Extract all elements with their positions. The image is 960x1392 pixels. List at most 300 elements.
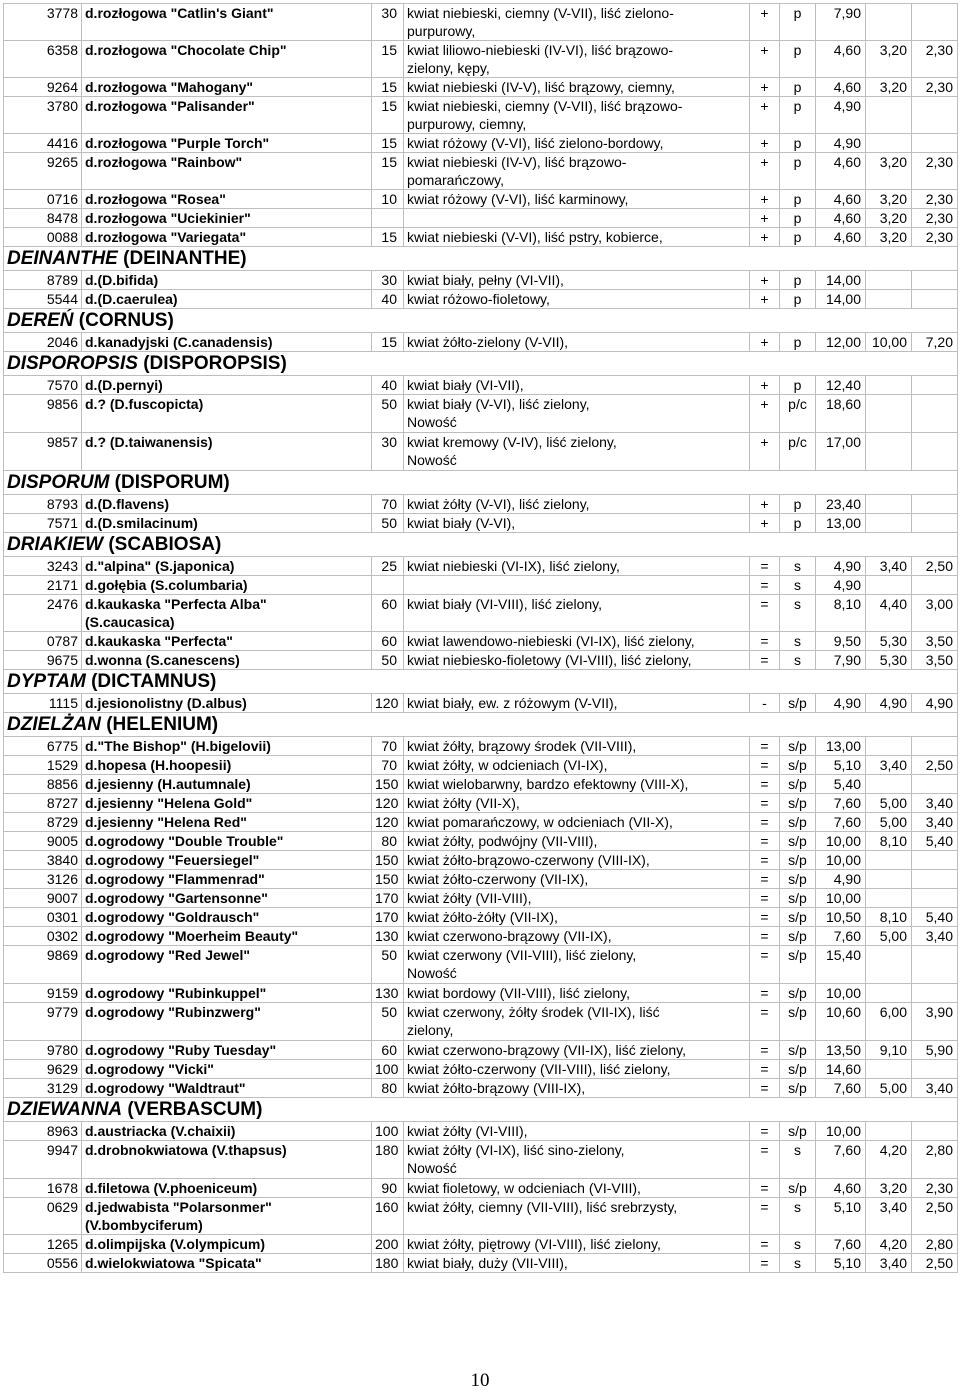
item-height: 70 — [372, 495, 404, 514]
catalog-row — [4, 290, 958, 309]
item-height: 50 — [372, 514, 404, 533]
item-description — [404, 595, 750, 632]
item-price-3: 2,80 — [912, 1141, 958, 1179]
item-variety: "Perfecta Alba" — [164, 596, 267, 612]
catalog-row — [4, 1198, 958, 1235]
item-code: 1265 — [4, 1235, 82, 1254]
item-location: p — [780, 290, 816, 309]
item-height: 30 — [372, 4, 404, 41]
item-symbol: = — [750, 851, 780, 870]
item-description-line: kwiat czerwono-brązowy (VII-IX), liść zielony, — [407, 1042, 687, 1058]
item-description-line: kwiat fioletowy, w odcieniach (VI-VIII), — [407, 1180, 641, 1196]
item-price-3: 2,30 — [912, 41, 958, 78]
item-variety: "Perfecta" — [164, 633, 233, 649]
item-description — [404, 333, 750, 352]
item-genus-prefix: d.? — [85, 434, 106, 450]
item-height — [372, 576, 404, 595]
item-symbol: + — [750, 4, 780, 41]
item-price-3 — [912, 290, 958, 309]
item-variety: "Waldtraut" — [168, 1080, 246, 1096]
item-description-line: kwiat żółto-czerwony (VII-VIII), liść zielony, — [407, 1061, 671, 1077]
item-variety: "Vicki" — [168, 1061, 214, 1077]
item-price-3: 3,40 — [912, 1079, 958, 1098]
item-name — [82, 576, 372, 595]
item-height: 150 — [372, 851, 404, 870]
item-genus-prefix: d.ogrodowy — [85, 852, 165, 868]
item-price-2 — [866, 851, 912, 870]
item-price-2: 5,00 — [866, 813, 912, 832]
item-symbol: = — [750, 832, 780, 851]
item-price-3 — [912, 4, 958, 41]
item-description-line: kwiat różowy (V-VI), liść karminowy, — [407, 191, 629, 207]
item-price-3: 2,30 — [912, 78, 958, 97]
item-location: s/p — [780, 927, 816, 946]
item-location: p — [780, 97, 816, 134]
item-name — [82, 756, 372, 775]
item-genus-prefix: d.filetowa — [85, 1180, 150, 1196]
item-symbol: = — [750, 595, 780, 632]
item-name — [82, 737, 372, 756]
item-price-3: 3,00 — [912, 595, 958, 632]
item-price-1: 7,60 — [816, 794, 866, 813]
item-price-2: 3,40 — [866, 756, 912, 775]
item-description-line: kwiat czerwono-brązowy (VII-IX), — [407, 928, 612, 944]
item-description-line: kwiat żółto-brązowo-czerwony (VIII-IX), — [407, 852, 650, 868]
item-price-1: 15,40 — [816, 946, 866, 984]
item-genus-prefix: d.ogrodowy — [85, 985, 165, 1001]
catalog-row — [4, 228, 958, 247]
item-price-2: 4,20 — [866, 1235, 912, 1254]
item-description-line-2: zielony, kępy, — [407, 60, 490, 76]
item-price-1: 5,10 — [816, 1198, 866, 1235]
item-genus-prefix: d.ogrodowy — [85, 890, 165, 906]
item-genus-prefix: d. — [85, 496, 98, 512]
item-genus-prefix: d.kaukaska — [85, 596, 161, 612]
item-height: 15 — [372, 97, 404, 134]
item-symbol: + — [750, 228, 780, 247]
item-description — [404, 794, 750, 813]
item-height: 60 — [372, 632, 404, 651]
item-variety: "Polarsonmer" — [172, 1199, 272, 1215]
item-genus-prefix: d. — [85, 229, 98, 245]
item-variety: rozłogowa "Catlin's Giant" — [97, 5, 274, 21]
catalog-row — [4, 1079, 958, 1098]
item-price-2 — [866, 290, 912, 309]
item-price-1: 7,60 — [816, 1079, 866, 1098]
item-location: s/p — [780, 775, 816, 794]
item-name — [82, 632, 372, 651]
item-description-line: kwiat żółty (VI-VIII), — [407, 1123, 528, 1139]
item-description — [404, 1122, 750, 1141]
item-height: 60 — [372, 1041, 404, 1060]
item-description — [404, 576, 750, 595]
item-location: s — [780, 632, 816, 651]
item-price-1: 4,60 — [816, 228, 866, 247]
item-price-1: 4,90 — [816, 134, 866, 153]
catalog-row — [4, 1060, 958, 1079]
item-genus-prefix: d. — [85, 191, 98, 207]
item-height: 70 — [372, 756, 404, 775]
catalog-row — [4, 832, 958, 851]
item-price-2: 3,20 — [866, 153, 912, 190]
item-description-line: kwiat niebieski (V-VI), liść pstry, kobierce, — [407, 229, 663, 245]
item-height: 180 — [372, 1254, 404, 1273]
catalog-row — [4, 737, 958, 756]
item-name — [82, 984, 372, 1003]
item-price-2: 4,90 — [866, 694, 912, 713]
item-height: 10 — [372, 190, 404, 209]
item-name — [82, 78, 372, 97]
item-price-3 — [912, 376, 958, 395]
catalog-row — [4, 908, 958, 927]
item-price-2: 3,20 — [866, 209, 912, 228]
item-height: 50 — [372, 1003, 404, 1041]
item-variety: "The Bishop" (H.bigelovii) — [97, 738, 271, 754]
item-name — [82, 946, 372, 984]
item-code: 0556 — [4, 1254, 82, 1273]
item-price-3 — [912, 97, 958, 134]
item-description — [404, 651, 750, 670]
item-location: s/p — [780, 908, 816, 927]
item-description — [404, 632, 750, 651]
item-price-2: 5,30 — [866, 632, 912, 651]
section-polish-name: DEREŃ — [7, 310, 74, 331]
item-height: 15 — [372, 41, 404, 78]
item-code: 9780 — [4, 1041, 82, 1060]
item-variety: (V.chaixii) — [170, 1123, 236, 1139]
item-genus-prefix: d.ogrodowy — [85, 909, 165, 925]
item-height: 15 — [372, 153, 404, 190]
section-header — [4, 713, 958, 737]
item-price-3: 7,20 — [912, 333, 958, 352]
item-symbol: = — [750, 557, 780, 576]
item-name — [82, 228, 372, 247]
item-symbol: = — [750, 1179, 780, 1198]
item-description-line: kwiat żółty, brązowy środek (VII-VIII), — [407, 738, 637, 754]
item-price-3: 2,30 — [912, 209, 958, 228]
item-price-3: 2,50 — [912, 756, 958, 775]
item-description-line: kwiat biały, pełny (VI-VII), — [407, 272, 564, 288]
item-name — [82, 794, 372, 813]
item-symbol: = — [750, 1254, 780, 1273]
item-height: 120 — [372, 813, 404, 832]
item-description — [404, 153, 750, 190]
item-price-2 — [866, 97, 912, 134]
item-price-2 — [866, 984, 912, 1003]
item-price-2 — [866, 1122, 912, 1141]
item-code: 0301 — [4, 908, 82, 927]
item-description-line: kwiat niebieski (IV-V), liść brązowy, ciemny, — [407, 79, 675, 95]
item-code: 7570 — [4, 376, 82, 395]
item-name — [82, 1141, 372, 1179]
item-description-line: kwiat czerwony (VII-VIII), liść zielony, — [407, 947, 637, 963]
item-description — [404, 1179, 750, 1198]
item-height: 130 — [372, 927, 404, 946]
item-location: s — [780, 1254, 816, 1273]
catalog-row — [4, 557, 958, 576]
item-location: s/p — [780, 1060, 816, 1079]
item-symbol: = — [750, 737, 780, 756]
item-variety: (D.fuscopicta) — [109, 396, 204, 412]
item-height: 130 — [372, 984, 404, 1003]
item-variety: (S.canescens) — [145, 652, 240, 668]
item-price-1: 17,00 — [816, 433, 866, 471]
item-name — [82, 376, 372, 395]
item-price-2: 5,00 — [866, 794, 912, 813]
item-height: 40 — [372, 290, 404, 309]
item-price-3: 3,50 — [912, 651, 958, 670]
item-price-2: 3,20 — [866, 190, 912, 209]
item-price-3: 2,30 — [912, 1179, 958, 1198]
item-name — [82, 908, 372, 927]
item-variety: (D.taiwanensis) — [109, 434, 213, 450]
item-price-1: 7,60 — [816, 1141, 866, 1179]
item-price-2 — [866, 889, 912, 908]
catalog-row — [4, 78, 958, 97]
item-price-3 — [912, 946, 958, 984]
section-header — [4, 247, 958, 271]
item-symbol: + — [750, 41, 780, 78]
item-description-line: kwiat niebiesko-fioletowy (VI-VIII), liść zielony, — [407, 652, 692, 668]
item-code: 3243 — [4, 557, 82, 576]
item-location: s — [780, 1198, 816, 1235]
item-symbol: = — [750, 576, 780, 595]
item-code: 4416 — [4, 134, 82, 153]
catalog-row — [4, 153, 958, 190]
item-price-1: 12,00 — [816, 333, 866, 352]
item-description — [404, 190, 750, 209]
item-code: 8478 — [4, 209, 82, 228]
item-price-1: 7,90 — [816, 651, 866, 670]
item-description-line: kwiat niebieski, ciemny (V-VII), liść zielono- — [407, 5, 674, 21]
item-symbol: = — [750, 1079, 780, 1098]
section-latin-name: (SCABIOSA) — [103, 534, 222, 555]
item-height: 50 — [372, 946, 404, 984]
item-description-line: kwiat biały (V-VI), — [407, 515, 516, 531]
item-genus-prefix: d. — [85, 135, 98, 151]
item-name — [82, 4, 372, 41]
section-header — [4, 670, 958, 694]
item-description-line-2: Nowość — [407, 452, 457, 468]
item-code: 9005 — [4, 832, 82, 851]
item-code: 9265 — [4, 153, 82, 190]
item-height: 180 — [372, 1141, 404, 1179]
item-name — [82, 514, 372, 533]
catalog-row — [4, 514, 958, 533]
item-price-1: 10,00 — [816, 889, 866, 908]
item-price-1: 10,00 — [816, 984, 866, 1003]
item-price-2: 6,00 — [866, 1003, 912, 1041]
item-description — [404, 4, 750, 41]
item-price-2 — [866, 495, 912, 514]
item-genus-prefix: d.wielokwiatowa — [85, 1255, 195, 1271]
item-price-2 — [866, 514, 912, 533]
item-symbol: + — [750, 495, 780, 514]
item-price-3 — [912, 889, 958, 908]
item-price-1: 4,90 — [816, 694, 866, 713]
item-variety: (V.thapsus) — [211, 1142, 287, 1158]
item-price-1: 14,60 — [816, 1060, 866, 1079]
item-price-3 — [912, 1122, 958, 1141]
item-price-3: 5,40 — [912, 832, 958, 851]
item-height: 70 — [372, 737, 404, 756]
item-genus-prefix: d.ogrodowy — [85, 928, 165, 944]
item-price-2: 3,40 — [866, 557, 912, 576]
section-title — [4, 1098, 958, 1122]
item-price-1: 23,40 — [816, 495, 866, 514]
section-title — [4, 533, 958, 557]
section-latin-name: (DICTAMNUS) — [85, 671, 217, 692]
item-description — [404, 395, 750, 433]
item-code: 7571 — [4, 514, 82, 533]
item-description — [404, 756, 750, 775]
item-genus-prefix: d. — [85, 5, 98, 21]
item-symbol: + — [750, 190, 780, 209]
item-variety: "Helena Red" — [157, 814, 247, 830]
item-price-2 — [866, 737, 912, 756]
item-description-line-2: Nowość — [407, 965, 457, 981]
catalog-row — [4, 433, 958, 471]
item-name — [82, 1079, 372, 1098]
item-variety: "Moerheim Beauty" — [168, 928, 299, 944]
item-description — [404, 433, 750, 471]
catalog-row — [4, 984, 958, 1003]
item-code: 9857 — [4, 433, 82, 471]
catalog-row — [4, 376, 958, 395]
item-code: 0716 — [4, 190, 82, 209]
item-symbol: = — [750, 927, 780, 946]
catalog-row — [4, 775, 958, 794]
item-description-line: kwiat bordowy (VII-VIII), liść zielony, — [407, 985, 631, 1001]
item-description — [404, 694, 750, 713]
item-name — [82, 209, 372, 228]
item-name — [82, 775, 372, 794]
item-symbol: = — [750, 946, 780, 984]
item-location: p — [780, 153, 816, 190]
item-description-line: kwiat pomarańczowy, w odcieniach (VII-X), — [407, 814, 673, 830]
item-description-line-2: purpurowy, — [407, 23, 476, 39]
item-code: 6775 — [4, 737, 82, 756]
item-height: 80 — [372, 832, 404, 851]
item-symbol: = — [750, 1141, 780, 1179]
item-description — [404, 41, 750, 78]
item-location: s — [780, 651, 816, 670]
item-price-1: 10,50 — [816, 908, 866, 927]
section-latin-name: (HELENIUM) — [100, 714, 219, 735]
item-name — [82, 1198, 372, 1235]
item-code: 1678 — [4, 1179, 82, 1198]
item-description — [404, 495, 750, 514]
item-location: s/p — [780, 832, 816, 851]
item-price-2 — [866, 775, 912, 794]
item-description — [404, 514, 750, 533]
item-name — [82, 333, 372, 352]
item-price-2 — [866, 433, 912, 471]
item-description-line-2: zielony, — [407, 1022, 454, 1038]
item-price-2 — [866, 271, 912, 290]
item-code: 2171 — [4, 576, 82, 595]
item-location: s/p — [780, 1003, 816, 1041]
item-variety: "Helena Gold" — [157, 795, 253, 811]
item-variety: rozłogowa "Chocolate Chip" — [97, 42, 287, 58]
item-price-2: 5,00 — [866, 927, 912, 946]
item-genus-prefix: d. — [85, 79, 98, 95]
item-code: 6358 — [4, 41, 82, 78]
item-description — [404, 775, 750, 794]
section-title — [4, 247, 958, 271]
item-description — [404, 1254, 750, 1273]
item-height: 30 — [372, 271, 404, 290]
item-code: 8789 — [4, 271, 82, 290]
item-price-1: 8,10 — [816, 595, 866, 632]
item-variety: "Ruby Tuesday" — [168, 1042, 277, 1058]
item-location: s/p — [780, 1041, 816, 1060]
item-price-3: 3,50 — [912, 632, 958, 651]
item-code: 9629 — [4, 1060, 82, 1079]
catalog-row — [4, 851, 958, 870]
item-symbol: = — [750, 775, 780, 794]
item-variety: (H.hoopesii) — [150, 757, 232, 773]
item-genus-prefix: d.jesienny — [85, 814, 154, 830]
catalog-table — [3, 3, 958, 1273]
item-name — [82, 1122, 372, 1141]
item-price-3: 3,40 — [912, 813, 958, 832]
item-price-2 — [866, 1060, 912, 1079]
section-title — [4, 670, 958, 694]
item-code: 9869 — [4, 946, 82, 984]
item-symbol: + — [750, 333, 780, 352]
item-description — [404, 927, 750, 946]
item-code: 3840 — [4, 851, 82, 870]
item-description — [404, 376, 750, 395]
item-genus-prefix: d.ogrodowy — [85, 1042, 165, 1058]
item-code: 1115 — [4, 694, 82, 713]
item-description-line-2: Nowość — [407, 414, 457, 430]
item-name — [82, 1179, 372, 1198]
item-genus-prefix: d. — [85, 272, 98, 288]
item-price-3: 2,80 — [912, 1235, 958, 1254]
item-description-line: kwiat żółty, podwójny (VII-VIII), — [407, 833, 598, 849]
item-price-1: 5,10 — [816, 1254, 866, 1273]
item-description — [404, 1041, 750, 1060]
item-price-1: 18,60 — [816, 395, 866, 433]
item-price-2: 9,10 — [866, 1041, 912, 1060]
item-height: 15 — [372, 333, 404, 352]
item-description-line: kwiat żółty (VII-VIII), — [407, 890, 532, 906]
item-location: s/p — [780, 1122, 816, 1141]
item-description — [404, 889, 750, 908]
item-name — [82, 832, 372, 851]
item-price-1: 5,10 — [816, 756, 866, 775]
item-price-1: 4,90 — [816, 870, 866, 889]
item-price-1: 4,60 — [816, 41, 866, 78]
item-price-1: 9,50 — [816, 632, 866, 651]
item-price-1: 13,50 — [816, 1041, 866, 1060]
item-description — [404, 209, 750, 228]
section-title — [4, 352, 958, 376]
item-symbol: = — [750, 1198, 780, 1235]
item-name — [82, 889, 372, 908]
item-variety: rozłogowa "Rosea" — [97, 191, 226, 207]
item-location: p — [780, 228, 816, 247]
item-height: 100 — [372, 1122, 404, 1141]
item-name — [82, 595, 372, 632]
item-price-1: 14,00 — [816, 271, 866, 290]
item-price-1: 7,60 — [816, 813, 866, 832]
item-description — [404, 271, 750, 290]
item-genus-prefix: d.ogrodowy — [85, 1004, 165, 1020]
item-height: 80 — [372, 1079, 404, 1098]
